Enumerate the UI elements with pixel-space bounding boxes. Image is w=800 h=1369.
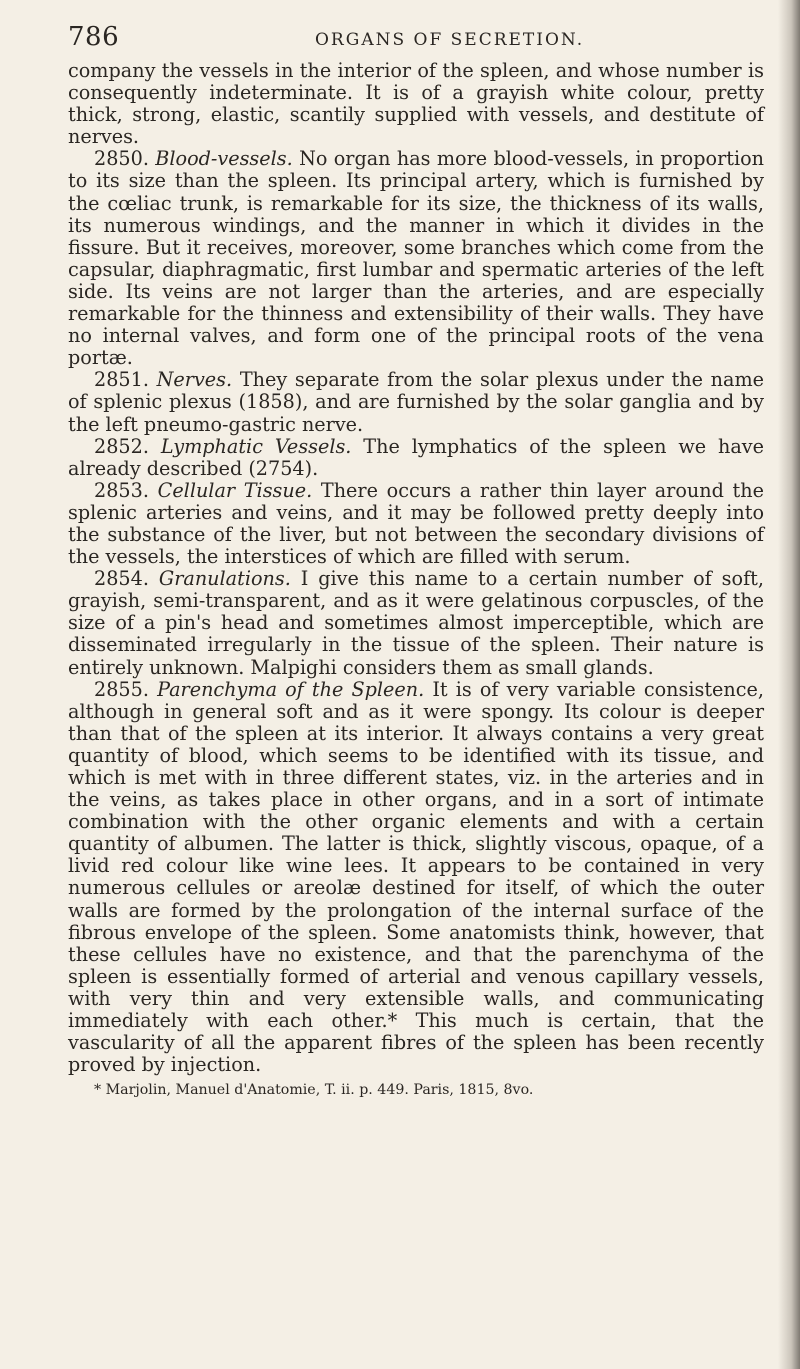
paragraph-2852: [68, 436, 764, 480]
paragraph-2855: [68, 679, 764, 1077]
paragraph-number: 2852.: [94, 434, 149, 458]
paragraph-number: 2851.: [94, 368, 149, 392]
paragraph-number: 2853.: [94, 478, 149, 502]
section-heading-granulations: Granulations.: [158, 567, 291, 591]
section-heading-blood-vessels: Blood-vessels.: [155, 147, 293, 171]
footnote: * Marjolin, Manuel d'Anatomie, T. ii. p. 449. Paris, 1815, 8vo.: [94, 1082, 534, 1099]
paragraph-continuation: [68, 60, 764, 148]
paragraph-2850: [68, 148, 764, 369]
section-heading-parenchyma: Parenchyma of the Spleen.: [157, 677, 425, 701]
paragraph-text: It is of very variable consistence, although in general soft and as it were spongy. Its colour is deeper than that of the spleen at its interior. It always contains a very great quantity of blood, which seems to be identified with its tissue, and which is met with in three different states, viz. in the arteries and in the veins, as takes place in other organs, and in a sort of intimate combination with the other organic elements and with a certain quantity of albumen. The latter is thick, slightly viscous, opaque, of a livid red colour like wine lees. It appears to be contained in very numerous cellules or areolæ destined for itself, of which the outer walls are formed by the prolongation of the internal surface of the fibrous envelope of the spleen. Some anatomists think, however, that these cellules have no existence, and that the parenchyma of the spleen is essentially formed of arterial and venous capillary vessels, with very thin and very extensible walls, and communicating immediately with each other.* This much is certain, that the vascularity of all the apparent fibres of the spleen has been recently proved by injection.: [68, 677, 764, 1077]
section-heading-cellular-tissue: Cellular Tissue.: [157, 478, 313, 502]
paragraph-2851: [68, 369, 764, 435]
running-head: ORGANS OF SECRETION.: [315, 30, 585, 50]
paragraph-number: 2850.: [94, 147, 149, 171]
page-edge-shadow: [778, 0, 800, 1369]
section-heading-nerves: Nerves.: [156, 368, 233, 392]
paragraph-text: The lymphatics of the spleen we have already described (2754).: [68, 434, 764, 480]
paragraph-text: There occurs a rather thin layer around the splenic arteries and veins, and it may be followed pretty deeply into the substance of the liver, but not between the secondary divisions of the vessels, the interstices of which are filled with serum.: [68, 478, 764, 569]
paragraph-2854: [68, 568, 764, 678]
paragraph-text: They separate from the solar plexus under the name of splenic plexus (1858), and are furnished by the solar ganglia and by the left pneumo-gastric nerve.: [68, 368, 764, 436]
paragraph-number: 2855.: [94, 677, 149, 701]
paragraph-number: 2854.: [94, 567, 149, 591]
paragraph-text: company the vessels in the interior of the spleen, and whose number is consequently indeterminate. It is of a grayish white colour, pretty thick, strong, elastic, scantily supplied with vessels, and destitute of nerves.: [68, 59, 764, 149]
paragraph-text: No organ has more blood-vessels, in proportion to its size than the spleen. Its principal artery, which is furnished by the cœliac trunk, is remarkable for its size, the thickness of its walls, its numerous windings, and the manner in which it divides in the fissure. But it receives, moreover, some branches which come from the capsular, diaphragmatic, first lumbar and spermatic arteries of the left side. Its veins are not larger than the arteries, and are especially remarkable for the thinness and extensibility of their walls. They have no internal valves, and form one of the principal roots of the vena portæ.: [68, 147, 764, 370]
paragraph-2853: [68, 480, 764, 568]
body-text: [68, 60, 764, 1100]
page-header: [68, 22, 758, 56]
page-number: 786: [68, 22, 120, 52]
paragraph-text: I give this name to a certain number of soft, grayish, semi-transparent, and as it were gelatinous corpuscles, of the size of a pin's head and sometimes almost imperceptible, which are disseminated irregularly in the tissue of the spleen. Their nature is entirely unknown. Malpighi considers them as small glands.: [68, 567, 764, 679]
section-heading-lymphatic-vessels: Lymphatic Vessels.: [160, 434, 352, 458]
